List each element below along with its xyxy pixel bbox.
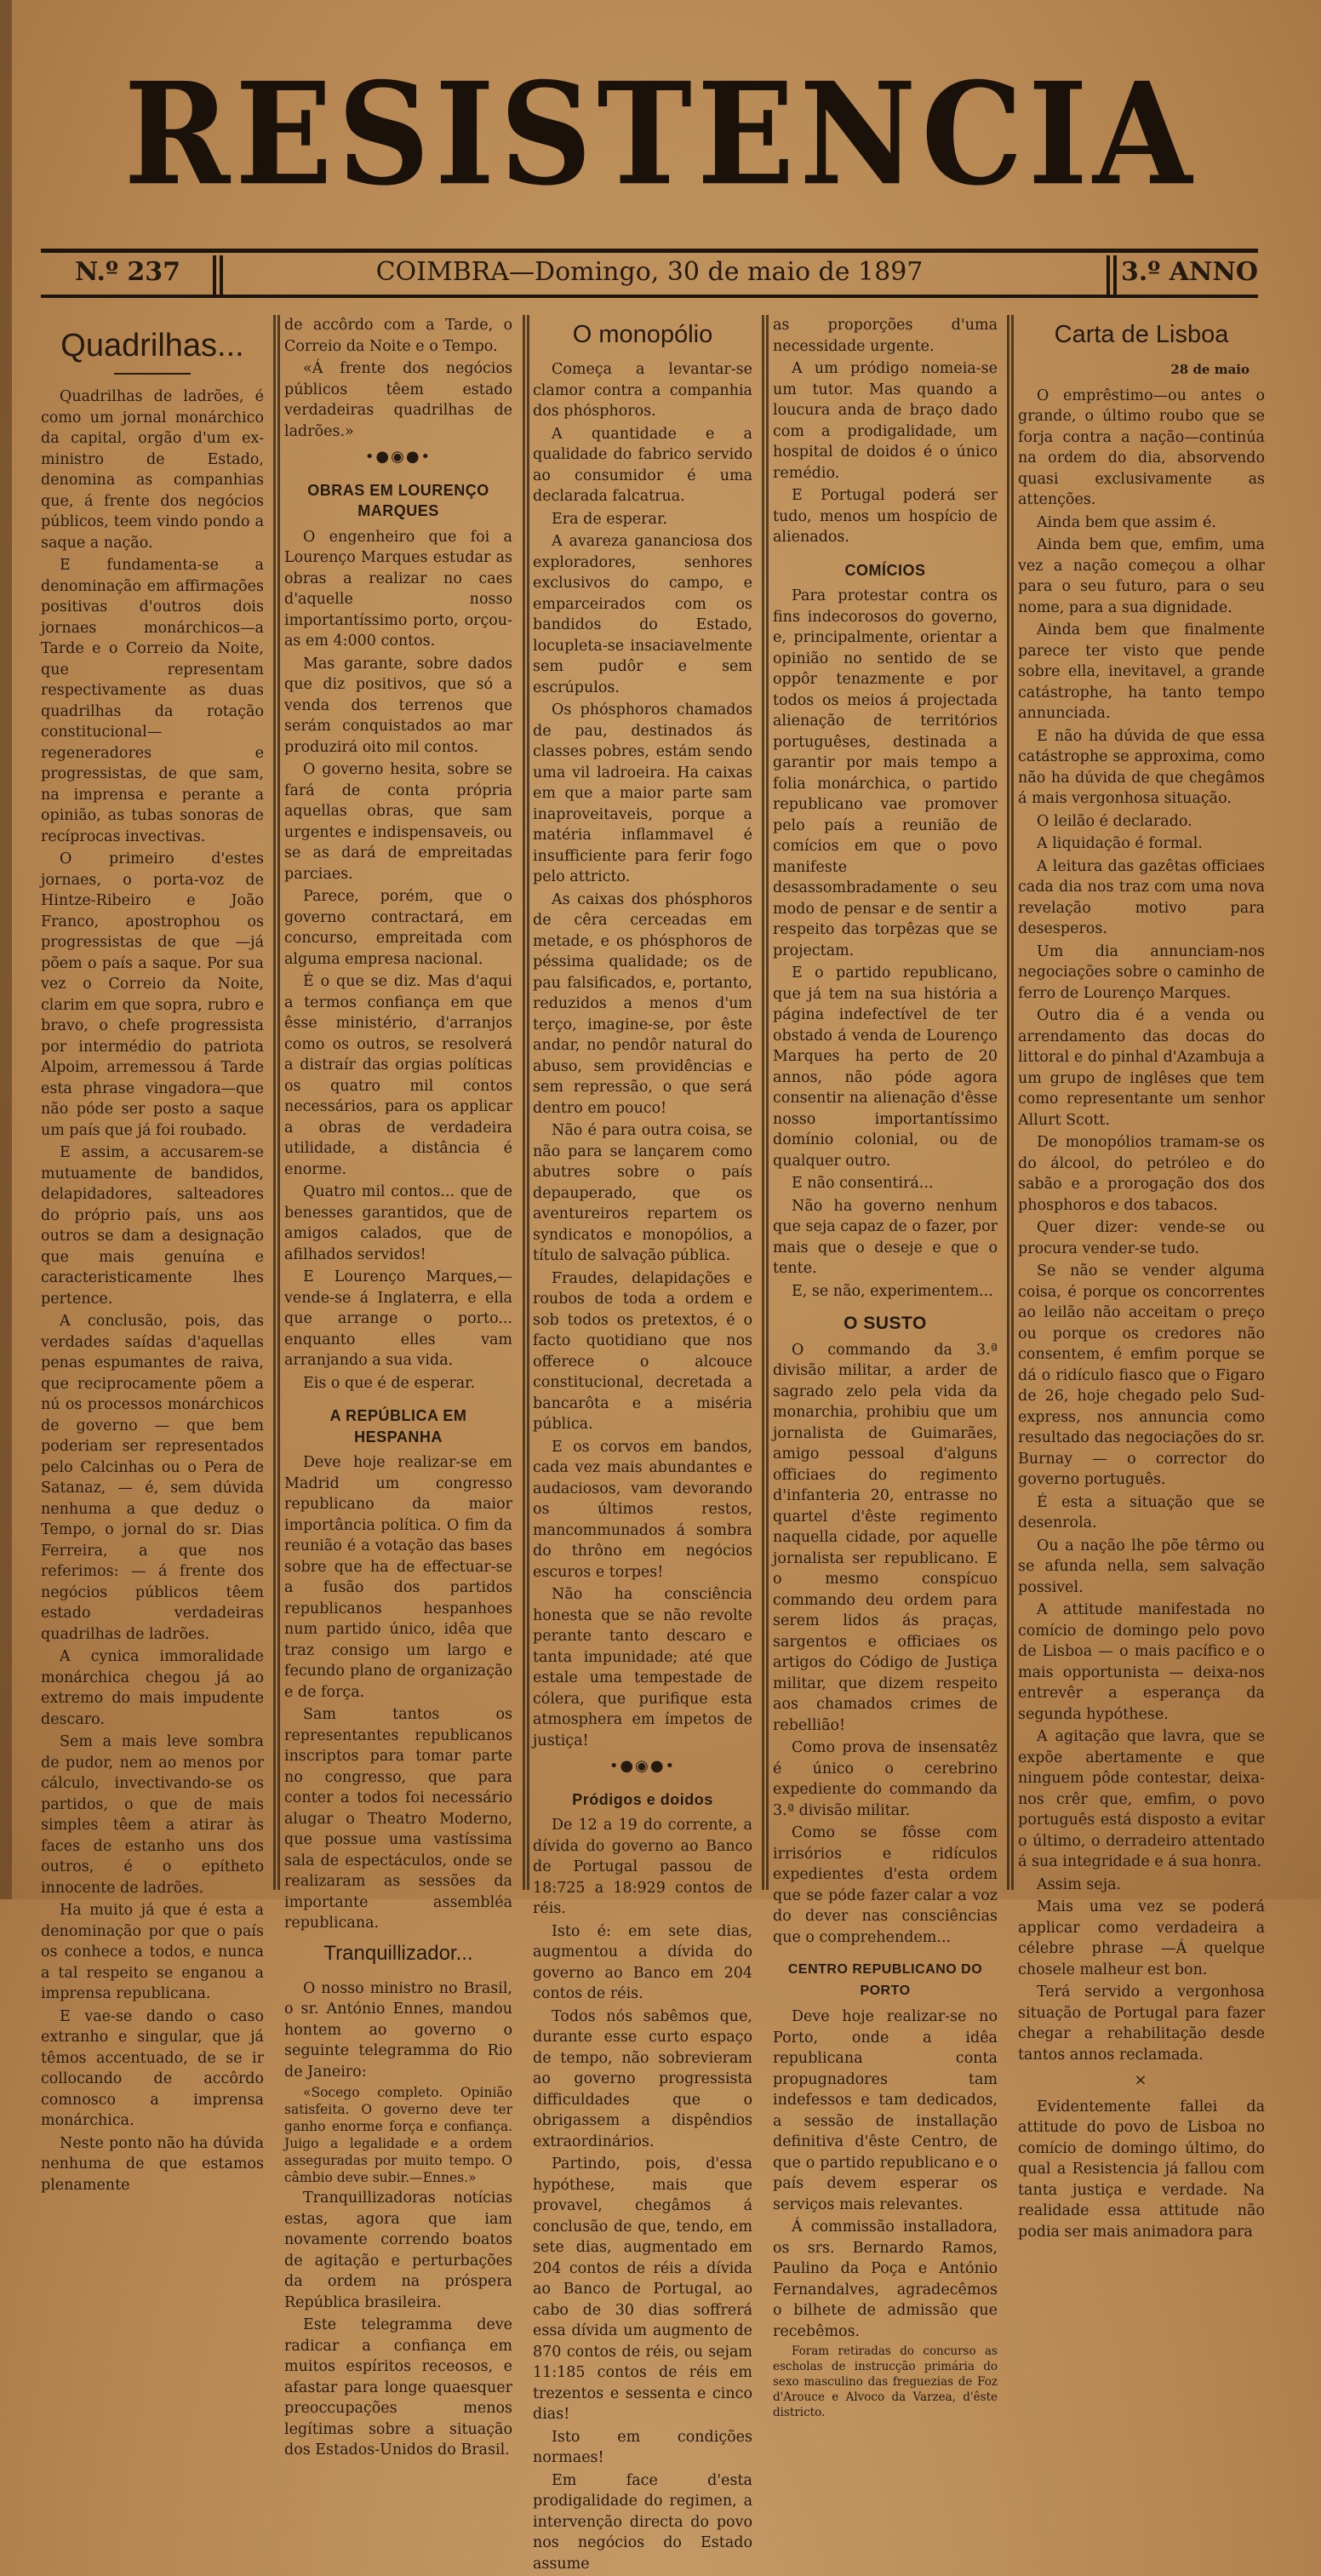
- section-title: Tranquillizador...: [323, 1941, 473, 1965]
- column-rule: [523, 315, 525, 1890]
- paragraph: A agitação que lavra, que se expõe abertamente e que ninguem pôde contestar, deixa-nos crêr que, emfim, o povo português está disposto a evitar o último, o derradeiro attentado á sua integridade e á sua honra.: [1018, 1728, 1265, 1870]
- paragraph: Se não se vender alguma coisa, é porque os concorrentes ao leilão não acceitam o preço ou porque os credores não consentem, é emfim porque se dá o ridículo fiasco que o Figaro de 26, hoje chegado pelo Sud-express, nos annuncia como resultado das negociações do sr. Burnay — o corrector do governo português.: [1018, 1262, 1265, 1488]
- paragraph: Ainda bem que, emfim, uma vez a nação começou a olhar para o seu futuro, para o seu nome, para a sua dignidade.: [1018, 536, 1265, 616]
- paragraph: Todos nós sabêmos que, durante esse curto espaço de tempo, não sobrevieram ao governo progressista difficuldades que o obrigassem a dispêndios extraordinários.: [533, 2007, 752, 2150]
- paragraph: Assim seja.: [1037, 1875, 1122, 1893]
- letter-date: 28 de maio: [1170, 362, 1250, 377]
- paragraph: A um pródigo nomeia-se um tutor. Mas quando a loucura anda de braço dado com a prodigalidade, um hospital de doidos é o único remédio.: [773, 360, 998, 482]
- issue-date: COIMBRA—Domingo, 30 de maio de 1897: [375, 257, 924, 287]
- paragraph: A leitura das gazêtas officiaes cada dia nos traz com uma nova revelação motivo para desesperos.: [1018, 857, 1265, 937]
- paragraph: as proporções d'uma necessidade urgente.: [773, 317, 998, 355]
- paragraph: E assim, a accusarem-se mutuamente de bandidos, delapidadores, salteadores do próprio país, uns aos outros se dam a designação que mais genuína e caracteristicamente lhes pertence.: [41, 1144, 264, 1308]
- paragraph: A conclusão, pois, das verdades saídas d'aquellas penas espumantes de raiva, que reciprocamente põem a nú os processos monárchicos de governo — que bem poderiam ser representados pelo Calcinhas ou o Pera de Satanaz, — é, sem dúvida nenhuma a que deduz o Tempo, o jornal do sr. Dias Ferreira, a que nos referimos: — á frente dos negócios públicos têem estado verdadeiras quadrilhas de ladrões.: [41, 1313, 264, 1643]
- paragraph: Partindo, pois, d'essa hypóthese, mais que provavel, chegâmos á conclusão de que, tendo, em sete dias, augmentado em 204 contos de réis a dívida ao Banco de Portugal, ao cabo de 30 dias soffrerá essa dívida um augmento de 870 contos de réis, ou sejam 11:185 contos de réis em trezentos e sessenta e cinco dias!: [533, 2155, 752, 2423]
- paragraph: E não ha dúvida de que essa catástrophe se approxima, como não ha dúvida de que chegâmos á mais vergonhosa situação.: [1018, 727, 1265, 807]
- divider: [213, 255, 216, 295]
- dateline: [41, 255, 1258, 295]
- paragraph: As caixas dos phósphoros de cêra cerceadas em metade, e os phósphoros de péssima qualidade; os de pau falsificados, e, portanto, reduzidos a menos d'um terço, imagine-se, por êste andar, no pendôr natural do abuso, sem providências e sem repressão, o que será dentro em pouco!: [533, 890, 752, 1117]
- paragraph: O primeiro d'estes jornaes, o porta-voz de Hintze-Ribeiro e João Franco, apostrophou os progressistas de que —já põem o país a saque. Por sua vez o Correio da Noite, clarim em que sopra, rubro e bravo, o chefe progressista por intermédio do patriota Alpoim, arremessou á Tarde esta phrase vingadora—que não póde ser posto a saque um país que já foi roubado.: [41, 850, 264, 1139]
- paragraph: Deve hoje realizar-se no Porto, onde a idêa republicana conta propugnadores tam indefessos e tam dedicados, a sessão de installação definitiva d'êste Centro, de que o partido republicano e o país devem esperar os serviços mais relevantes.: [773, 2008, 998, 2213]
- paragraph: A cynica immoralidade monárchica chegou já ao extremo do mais impudente descaro.: [41, 1648, 264, 1728]
- paragraph: Sam tantos os representantes republicanos inscriptos para tomar parte no congresso, que para conter a todos foi necessário alugar o Theatro Moderno, que possue uma vastíssima sala de espectáculos, onde se realizaram as sessões da importante assembléa republicana.: [284, 1706, 512, 1932]
- paragraph: Para protestar contra os fins indecorosos do governo, e, principalmente, orientar a opinião no sentido de se oppôr tenazmente e por todos os meios á projectada alienação de territórios portuguêses, destinada a garantir por mais tempo a folia monárchica, o partido republicano vae promover pelo país a reunião de comícios em que o povo manifeste desassombradamente o seu modo de pensar e de sentir a respeito das torpêzas que se projectam.: [773, 587, 998, 959]
- section-title: CENTRO REPUBLICANO DO PORTO: [787, 1962, 983, 1998]
- paragraph: Não é para outra coisa, se não para se lançarem como abutres sobre o país depauperado, que os aventureiros repartem os syndicatos e monopólios, a título de salvação pública.: [533, 1122, 752, 1264]
- paragraph: Mas garante, sobre dados que diz positivos, que só a venda dos terrenos que serám conquistados ao mar produzirá oito mil contos.: [284, 655, 512, 756]
- paragraph: Eis o que é de esperar.: [303, 1374, 476, 1392]
- paragraph: Fraudes, delapidações e roubos de toda a ordem e sob todos os pretextos, é o facto quotidiano que nos offerece o alcouce constitucional, decretada a bancarôta e a miséria pública.: [533, 1269, 752, 1433]
- paragraph: Como prova de insensatêz é único o cerebrino expediente do commando da 3.ª divisão militar.: [773, 1739, 998, 1819]
- masthead-title: RESISTENCIA: [123, 52, 1198, 217]
- paragraph: «Á frente dos negócios públicos têem estado verdadeiras quadrilhas de ladrões.»: [284, 360, 512, 440]
- paragraph: O emprêstimo—ou antes o grande, o último roubo que se forja contra a nação—continúa na ordem do dia, absorvendo quasi exclusivamente as attenções.: [1018, 386, 1265, 508]
- paragraph: Á commissão installadora, os srs. Bernardo Ramos, Paulino da Poça e António Fernandalves, agradecêmos o bilhete de admissão que recebêmos.: [773, 2218, 998, 2340]
- ornament: •●◉●•: [609, 1757, 677, 1775]
- divider: [41, 249, 1258, 253]
- paragraph: A attitude manifestada no comício de domingo pelo povo de Lisboa — o mais pacífico e o mais opportunista — deixa-nos entrevêr a esperança da segunda hypóthese.: [1018, 1601, 1265, 1723]
- paragraph: Sem a mais leve sombra de pudor, nem ao menos por cálculo, invectivando-se os partidos, o que de mais simples têem a atirar às faces de estanho uns dos outros, é o epítheto innocente de ladrões.: [41, 1733, 264, 1897]
- paragraph: A avareza gananciosa dos exploradores, senhores exclusivos do campo, e emparceirados com os bandidos do Estado, locupleta-se insaciavelmente sem pudôr e sem escrúpulos.: [533, 533, 752, 696]
- paragraph: De 12 a 19 do corrente, a dívida do governo ao Banco de Portugal passou de 18:725 a 18:929 contos de réis.: [533, 1817, 752, 1917]
- paragraph: Ha muito já que é esta a denominação por que o país os conhece a todos, e nunca a tal respeito se enganou a imprensa republicana.: [41, 1902, 264, 2002]
- paragraph: Ainda bem que finalmente parece ter visto que pende sobre ella, inevitavel, a grande catástrophe, ha tanto tempo annunciada.: [1018, 621, 1265, 722]
- paragraph: Quadrilhas de ladrões, é como um jornal monárchico da capital, orgão d'um ex-ministro de Estado, denomina as companhias que, á frente dos negócios públicos, teem vindo pondo a saque a nação.: [41, 388, 264, 552]
- notice: Foram retiradas do concurso as escholas de instrucção primária do sexo masculino das freguezias de Foz d'Arouce e Alvoco da Varzea, d'êste districto.: [773, 2344, 998, 2419]
- paragraph: Ainda bem que assim é.: [1037, 513, 1216, 531]
- paragraph: Começa a levantar-se clamor contra a companhia dos phósphoros.: [533, 361, 752, 420]
- paragraph: Terá servido a vergonhosa situação de Portugal para fazer chegar a rehabilitação desde tantos annos reclamada.: [1018, 1984, 1265, 2064]
- paragraph: Isto é: em sete dias, augmentou a dívida do governo ao Banco em 204 contos de réis.: [533, 1922, 752, 2002]
- paragraph: É esta a situação que se desenrola.: [1018, 1493, 1265, 1531]
- paragraph: O leilão é declarado.: [1037, 812, 1192, 830]
- article-title: Quadrilhas...: [60, 328, 244, 364]
- paragraph: O nosso ministro no Brasil, o sr. António Ennes, mandou hontem ao governo o seguinte telegramma do Rio de Janeiro:: [284, 1979, 512, 2081]
- column-1: [41, 315, 264, 2197]
- paragraph: O commando da 3.ª divisão militar, a arder de sagrado zelo pela vida da monarchia, prohibiu que um jornalista de Guimarães, amigo pessoal d'alguns officiaes do regimento d'infanteria 20, entrasse no quartel d'êste regimento naquella cidade, por aquelle jornalista ser republicano. E o mesmo conspícuo commando deu ordem para serem lidos ás praças, sargentos e officiaes os artigos do Código de Justiça militar, que dizem respeito aos chamados crimes de rebellião!: [773, 1341, 998, 1734]
- paragraph: Quatro mil contos... que de benesses garantidos, que de amigos calados, que de afilhados servidos!: [284, 1183, 512, 1263]
- paragraph: Um dia annunciam-nos negociações sobre o caminho de ferro de Lourenço Marques.: [1018, 942, 1265, 1002]
- column-rule: [1007, 315, 1009, 1890]
- cross-separator: ×: [1134, 2071, 1149, 2089]
- section-title: COMÍCIOS: [844, 561, 926, 579]
- issue-year: 3.º ANNO: [1120, 257, 1258, 287]
- paragraph: O engenheiro que foi a Lourenço Marques estudar as obras a realizar no caes d'aquelle nosso importantíssimo porto, orçou-as em 4:000 contos.: [284, 528, 512, 650]
- paragraph: Como se fôsse com irrisórios e ridículos expedientes d'esta ordem que se póde fazer calar a voz do dever nas consciências que o comprehendem...: [773, 1824, 998, 1946]
- section-title: OBRAS EM LOURENÇO MARQUES: [307, 481, 489, 519]
- paragraph: E o partido republicano, que já tem na sua história a página indefectível de ter obstado á venda de Lourenço Marques ha perto de 20 annos, não póde agora consentir na alienação d'êsse nosso importantíssimo domínio colonial, ou de qualquer outro.: [773, 965, 998, 1170]
- section-title: Pródigos e doidos: [572, 1790, 713, 1808]
- column-5: [1018, 315, 1265, 2244]
- paragraph: Outro dia é a venda ou arrendamento das docas do littoral e do pinhal d'Azambuja a um grupo de inglêses que tem como representante um senhor Allurt Scott.: [1018, 1007, 1265, 1129]
- paragraph: Isto em condições normaes!: [533, 2428, 752, 2466]
- column-rule: [273, 315, 276, 1890]
- section-title: O SUSTO: [843, 1314, 927, 1333]
- telegram-quote: «Socego completo. Opinião satisfeita. O governo deve ter ganho enorme força e confiança. Juigo a legalidade e a ordem asseguradas por muito tempo. O câmbio deve subir.—Ennes.»: [284, 2085, 512, 2185]
- paragraph: Este telegramma deve radicar a confiança em muitos espíritos receosos, e afastar para longe quaesquer preoccupações menos legítimas sobre a situação dos Estados-Unidos do Brasil.: [284, 2316, 512, 2459]
- article-title: Carta de Lisboa: [1054, 321, 1229, 348]
- column-2: [284, 315, 512, 2463]
- paragraph: E, se não, experimentem...: [792, 1282, 993, 1300]
- paragraph: De monopólios tramam-se os do álcool, do petróleo e do sabão e a prorogação dos dos phosphoros e dos tabacos.: [1018, 1134, 1265, 1214]
- paragraph: Em face d'esta prodigalidade do regimen, a intervenção directa do povo nos negócios do Estado assume: [533, 2471, 752, 2573]
- column-rule: [762, 315, 764, 1890]
- divider: [41, 295, 1258, 298]
- paragraph: Não ha governo nenhum que seja capaz de o fazer, por mais que o deseje e que o tente.: [773, 1197, 998, 1277]
- paragraph: É o que se diz. Mas d'aqui a termos confiança em que êsse ministério, d'arranjos como os outros, se resolverá a distraír das orgias políticas os quatro mil contos necessários, para os applicar a obras de verdadeira utilidade, a distância é enorme.: [284, 973, 512, 1178]
- paragraph: E Lourenço Marques,—vende-se á Inglaterra, e ella que arrange o porto... enquanto elles vam arranjando a sua vida.: [284, 1268, 512, 1369]
- page-edge: [0, 0, 12, 1899]
- paragraph: E não consentirá...: [792, 1175, 934, 1192]
- article-title: O monopólio: [572, 321, 713, 348]
- paragraph: de accôrdo com a Tarde, o Correio da Noite e o Tempo.: [284, 317, 512, 355]
- paragraph: E vae-se dando o caso extranho e singular, que já têmos accentuado, de se ir collocando de accôrdo comnosco a imprensa monárchica.: [41, 2007, 264, 2129]
- paragraph: Os phósphoros chamados de pau, destinados ás classes pobres, estám sendo uma vil ladroeira. Ha caixas em que a maior parte sam inaproveitaveis, porque a matéria inflammavel é insufficiente para ferir fogo pelo attricto.: [533, 701, 752, 885]
- paragraph: A quantidade e a qualidade do fabrico servido ao consumidor é uma declarada falcatrua.: [533, 425, 752, 505]
- column-4: [773, 315, 998, 2422]
- paragraph: Era de esperar.: [552, 510, 667, 528]
- column-3: [533, 315, 752, 2576]
- paragraph: Deve hoje realizar-se em Madrid um congresso republicano da maior importância política. O fim da reunião é a votação das bases sobre que ha de effectuar-se a fusão dos partidos republicanos hespanhoes num partido único, idêa que traz consigo um largo e fecundo plano de organização e de força.: [284, 1454, 512, 1701]
- section-title: A REPÚBLICA EM HESPANHA: [329, 1407, 467, 1445]
- paragraph: Neste ponto não ha dúvida nenhuma de que estamos plenamente: [41, 2134, 264, 2194]
- issue-number: N.º 237: [75, 257, 181, 287]
- paragraph: E fundamenta-se a denominação em affirmações positivas d'outros dois jornaes monárchicos—a Tarde e o Correio da Noite, que representam respectivamente as duas quadrilhas da rotação constitucional—regeneradores e progressistas, de que sam, na imprensa e perante a opinião, as tubas sonoras de recíprocas invectivas.: [41, 557, 264, 845]
- paragraph: Evidentemente fallei da attitude do povo de Lisboa no comício de domingo último, do qual a Resistencia já fallou com tanta justiça e verdade. Na realidade essa attitude não podia ser mais animadora para: [1018, 2098, 1265, 2241]
- divider: [1107, 255, 1110, 295]
- paragraph: Mais uma vez se poderá applicar como verdadeira a célebre phrase —Á quelque chosele malheur est bon.: [1018, 1898, 1265, 1978]
- paragraph: Ou a nação lhe põe têrmo ou se afunda nella, sem salvação possivel.: [1018, 1537, 1265, 1596]
- paragraph: E Portugal poderá ser tudo, menos um hospício de alienados.: [773, 487, 998, 546]
- paragraph: Não ha consciência honesta que se não revolte perante tanto descaro e tanta impunidade; até que estale uma tempestade de cólera, que purifique esta atmosphera em ímpetos de justiça!: [533, 1586, 752, 1749]
- ornament: •●◉●•: [364, 448, 432, 466]
- divider: [220, 255, 223, 295]
- paragraph: O governo hesita, sobre se fará de conta própria aquellas obras, que sam urgentes e indispensaveis, ou se as dará de empreitadas parciaes.: [284, 761, 512, 883]
- paragraph: Tranquillizadoras notícias estas, agora que iam novamente correndo boatos de agitação e perturbações da ordem na próspera República brasileira.: [284, 2190, 512, 2311]
- divider: [114, 373, 191, 375]
- paragraph: E os corvos em bandos, cada vez mais abundantes e audaciosos, vam devorando os últimos restos, mancommunados á sombra do thrôno em negócios escuros e torpes!: [533, 1438, 752, 1581]
- divider: [1113, 255, 1117, 295]
- paragraph: A liquidação é formal.: [1037, 835, 1203, 852]
- paragraph: Quer dizer: vende-se ou procura vender-se tudo.: [1018, 1219, 1265, 1257]
- paragraph: Parece, porém, que o governo contractará, em concurso, empreitada com alguma empresa nacional.: [284, 888, 512, 968]
